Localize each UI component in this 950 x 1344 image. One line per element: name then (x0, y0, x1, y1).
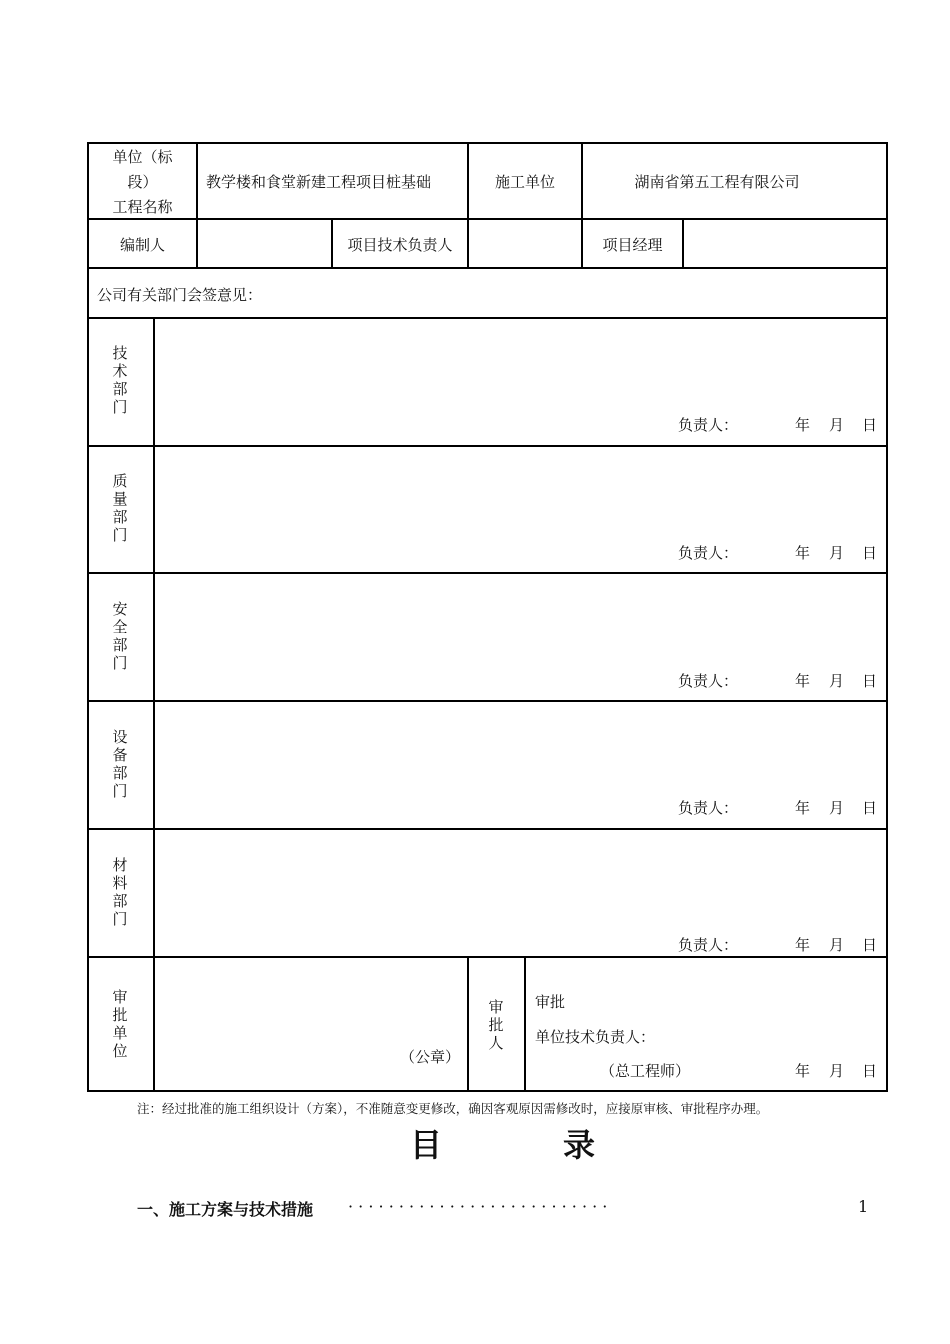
approval-month: 月 (829, 1062, 845, 1080)
row-divider (87, 828, 888, 830)
row-divider (87, 218, 888, 220)
dept-day: 日 (862, 544, 878, 562)
row-divider (87, 445, 888, 447)
table-bottom-border (87, 1090, 888, 1092)
official-seal-label: （公章） (400, 1048, 461, 1066)
toc-item-page: 1 (858, 1197, 869, 1216)
col-divider (153, 317, 155, 1092)
dept-name-quality: 质量部门 (112, 472, 128, 544)
col-divider (682, 218, 684, 269)
table-left-border (87, 142, 89, 1092)
dept-year: 年 (795, 672, 811, 690)
tech-lead-label: 项目技术负责人 (347, 236, 453, 254)
approver-label: 审批人 (488, 998, 504, 1052)
toc-item-label[interactable]: 一、施工方案与技术措施 (137, 1200, 314, 1219)
dept-name-equipment: 设备部门 (112, 728, 128, 800)
unit-label-line1: 单位（标 (112, 148, 173, 166)
dept-name-safety: 安全部门 (112, 600, 128, 672)
approval-year: 年 (795, 1062, 811, 1080)
approval-day: 日 (862, 1062, 878, 1080)
toc-item-leader-dots: · · · · · · · · · · · · · · · · · · · · · · · · · · (348, 1197, 608, 1216)
dept-person-label: 负责人： (678, 672, 739, 690)
dept-day: 日 (862, 936, 878, 954)
toc-title-right: 录 (563, 1126, 596, 1164)
construction-unit-label: 施工单位 (494, 173, 555, 191)
footnote: 注：经过批准的施工组织设计（方案），不准随意变更修改，确因客观原因需修改时，应接原审核、审批程序办理。 (137, 1101, 769, 1116)
row-divider (87, 267, 888, 269)
pm-label: 项目经理 (602, 236, 663, 254)
dept-day: 日 (862, 672, 878, 690)
toc-title-left: 目 (410, 1126, 443, 1164)
dept-name-materials: 材料部门 (112, 856, 128, 928)
unit-label-line3: 工程名称 (112, 198, 173, 216)
row-divider (87, 700, 888, 702)
dept-month: 月 (829, 799, 845, 817)
dept-person-label: 负责人： (678, 799, 739, 817)
row-divider (87, 572, 888, 574)
dept-person-label: 负责人： (678, 416, 739, 434)
row-divider (87, 956, 888, 958)
dept-person-label: 负责人： (678, 936, 739, 954)
approval-line2: 单位技术负责人： (535, 1028, 656, 1046)
col-divider (524, 956, 526, 1092)
dept-month: 月 (829, 544, 845, 562)
construction-unit: 湖南省第五工程有限公司 (634, 173, 800, 191)
unit-label-line2: 段） (127, 173, 158, 191)
dept-name-technical: 技术部门 (112, 344, 128, 416)
dept-year: 年 (795, 416, 811, 434)
dept-month: 月 (829, 672, 845, 690)
dept-person-label: 负责人： (678, 544, 739, 562)
dept-year: 年 (795, 544, 811, 562)
approval-unit-label: 审批单位 (112, 988, 128, 1060)
table-right-border (886, 142, 888, 1092)
compiler-label: 编制人 (119, 236, 165, 254)
approval-line1: 审批 (535, 993, 566, 1011)
chief-engineer-label: （总工程师） (600, 1062, 691, 1080)
dept-day: 日 (862, 416, 878, 434)
table-top-border (87, 142, 888, 144)
dept-month: 月 (829, 936, 845, 954)
dept-day: 日 (862, 799, 878, 817)
dept-year: 年 (795, 936, 811, 954)
col-divider (467, 956, 469, 1092)
col-divider (467, 142, 469, 269)
dept-year: 年 (795, 799, 811, 817)
countersign-title: 公司有关部门会签意见： (97, 286, 263, 304)
project-name: 教学楼和食堂新建工程项目桩基础 (206, 173, 432, 191)
col-divider (196, 142, 198, 269)
dept-month: 月 (829, 416, 845, 434)
row-divider (87, 317, 888, 319)
